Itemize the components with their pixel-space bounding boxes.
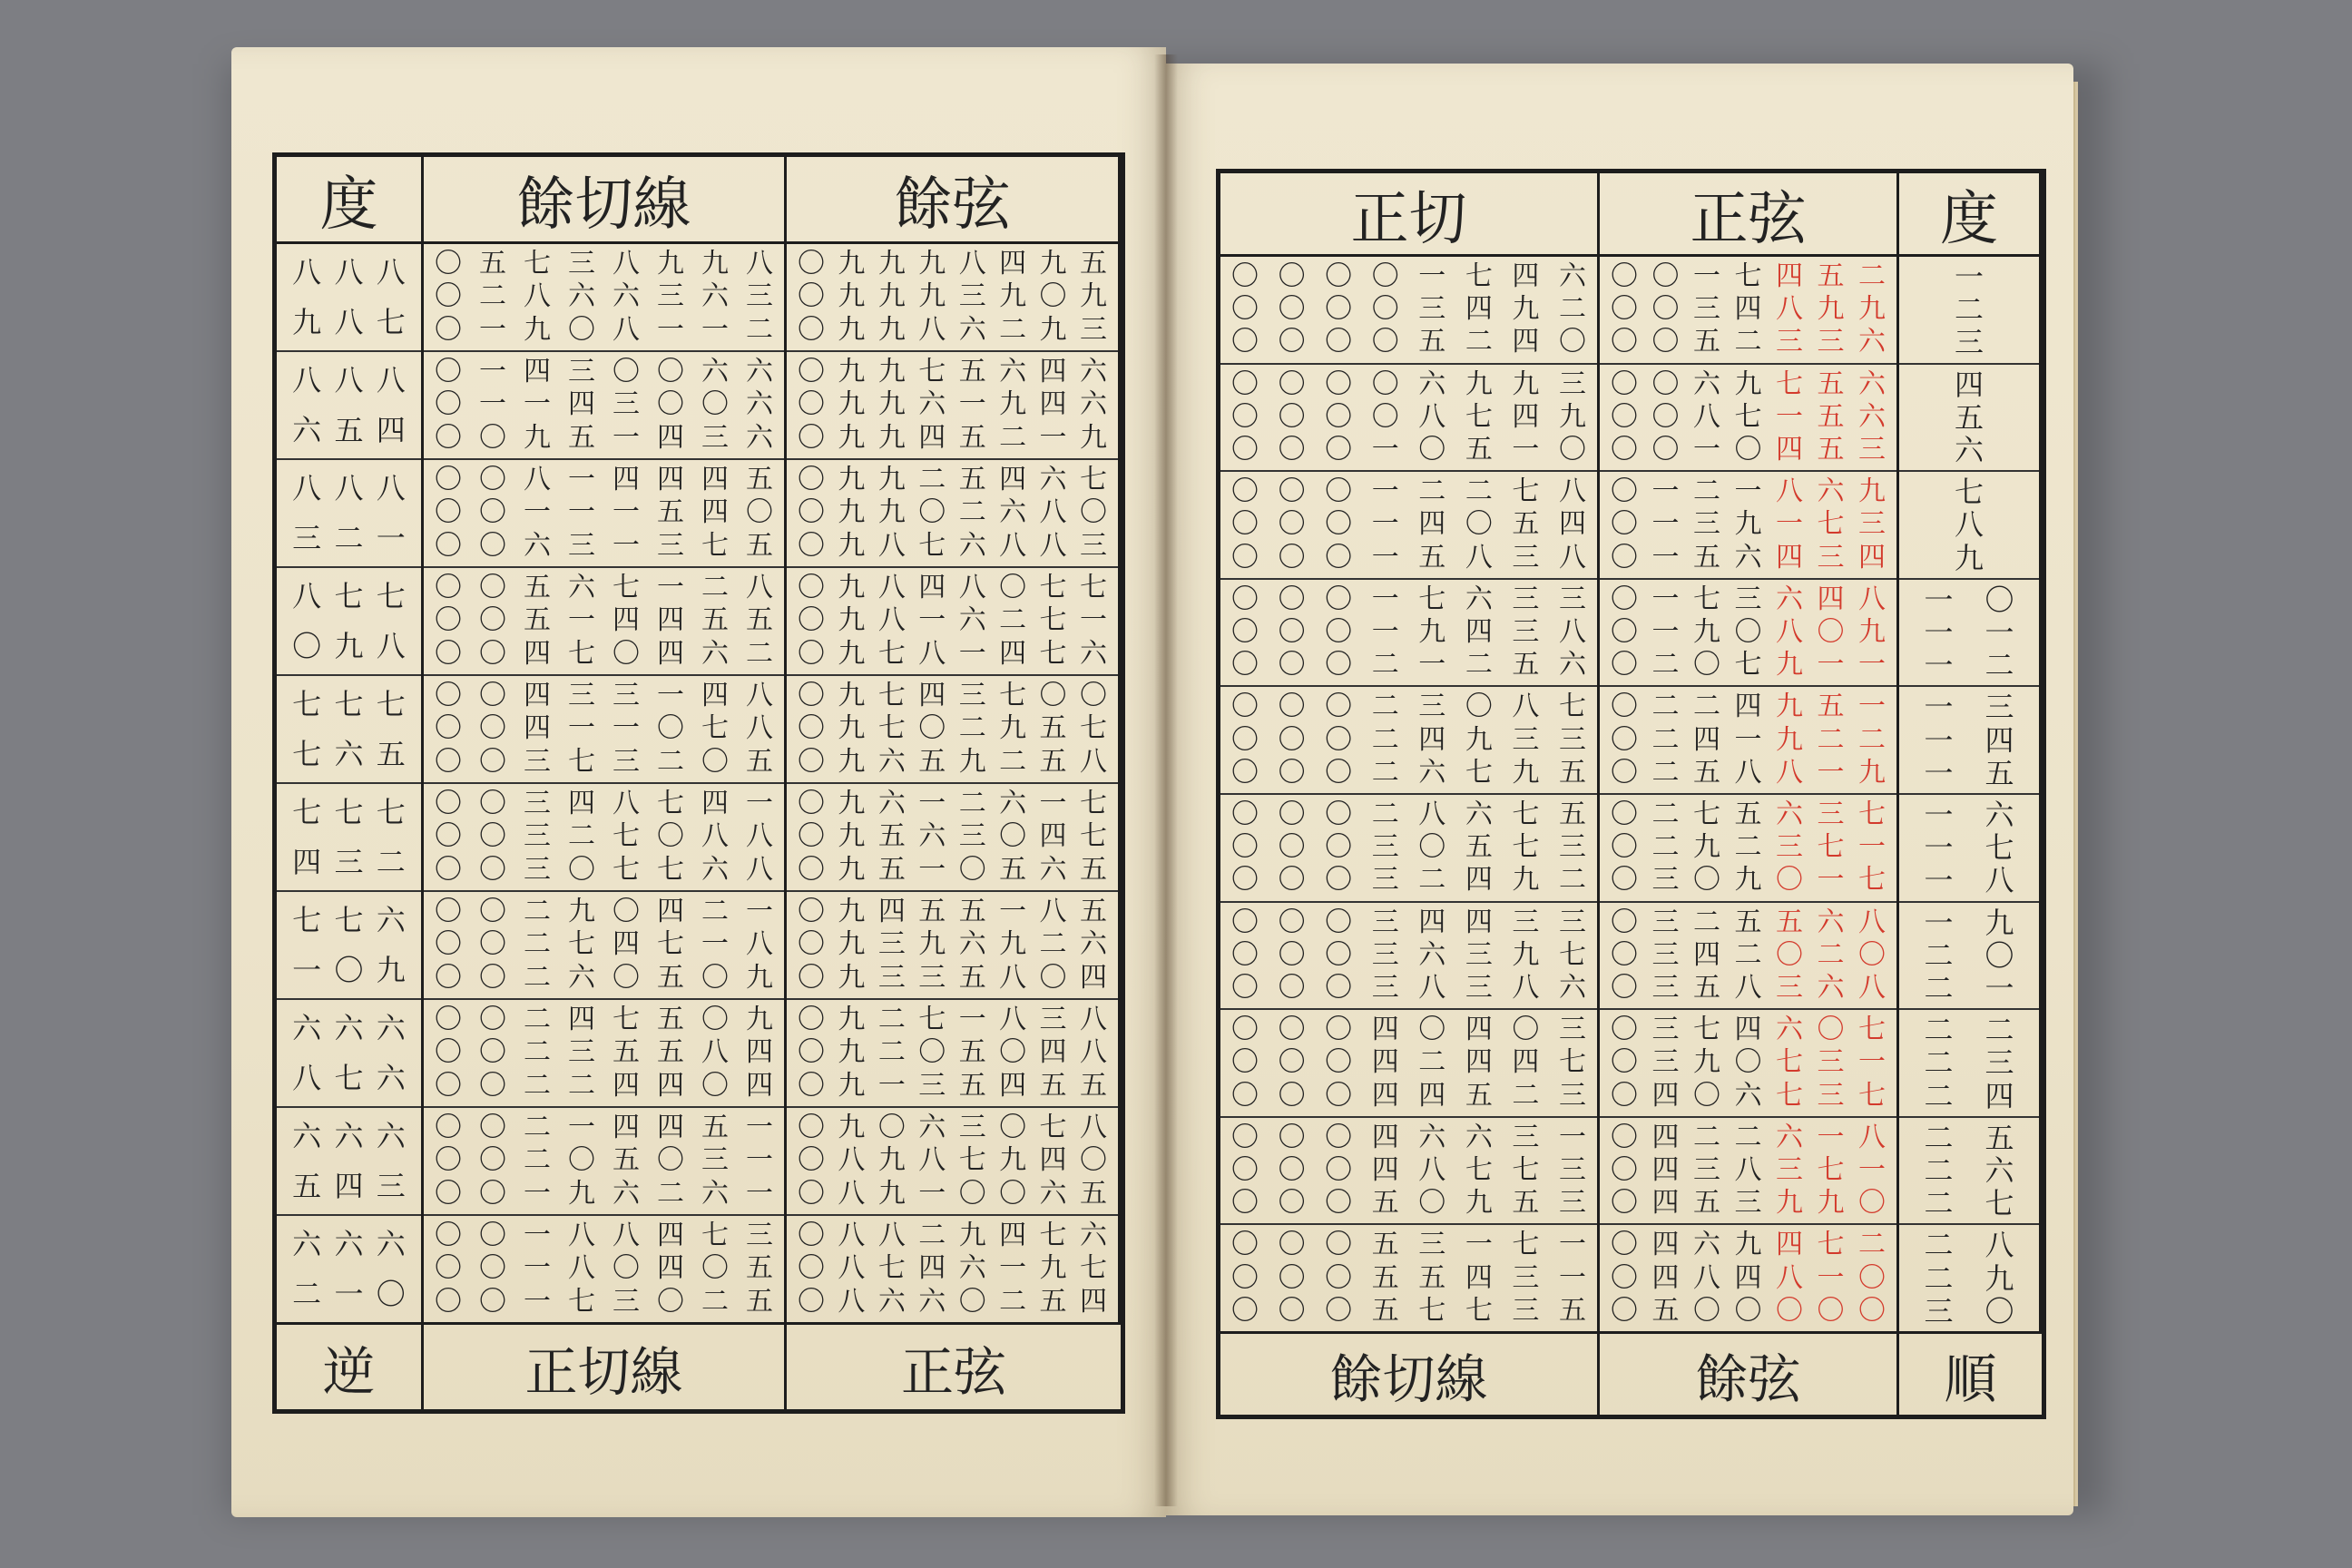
table-line: 〇 九 九 九 八 四 九 五 — [798, 248, 1107, 280]
table-line: 〇 〇 四 一 一 〇 七 八 — [435, 712, 773, 745]
table-line: 〇 二 二 四 九 五 一 — [1611, 691, 1886, 723]
table-line: 〇 〇 一 七 三 〇 二 五 — [435, 1285, 773, 1318]
table-line: 八 八 八 — [292, 471, 406, 506]
table-line: 〇 三 九 〇 七 三 一 — [1611, 1046, 1886, 1079]
table-line: 七 七 七 — [292, 795, 406, 830]
table-line: 〇 〇 〇 四 二 四 四 七 — [1231, 1046, 1586, 1079]
table-row — [277, 676, 421, 784]
table-line: 〇 四 五 三 九 九 〇 — [1611, 1187, 1886, 1220]
table-line: 〇 八 九 八 七 九 四 〇 — [798, 1144, 1107, 1177]
table-line: 〇 八 七 四 六 一 九 七 — [798, 1252, 1107, 1285]
table-line: 〇 〇 〇 四 六 六 三 一 — [1231, 1121, 1586, 1153]
table-line: 〇 〇 〇 二 四 九 三 三 — [1231, 723, 1586, 756]
table-line: 〇 〇 三 七 三 二 〇 五 — [435, 745, 773, 778]
table-line: 〇 〇 〇 四 八 七 七 三 — [1231, 1154, 1586, 1187]
table-line: 〇 九 九 〇 二 六 八 〇 — [798, 496, 1107, 529]
table-row — [424, 244, 784, 352]
table-line: 九 — [1954, 540, 1984, 575]
table-line: 〇 九 六 一 二 六 一 七 — [798, 788, 1107, 820]
table-line: 〇 九 六 五 九 二 五 八 — [798, 745, 1107, 778]
right-tangent-column — [1220, 257, 1600, 1331]
table-line: 〇 九 八 四 八 〇 七 七 — [798, 572, 1107, 604]
left-footer-reverse — [277, 1322, 424, 1409]
table-row — [424, 352, 784, 460]
table-line: 一 三 — [1924, 690, 2014, 725]
left-header-cosine — [787, 157, 1121, 244]
table-line: 〇 九 八 一 六 二 七 一 — [798, 604, 1107, 637]
table-row — [1899, 1118, 2039, 1226]
table-line: 〇 二 〇 七 九 一 一 — [1611, 649, 1886, 681]
table-row — [424, 676, 784, 784]
table-line: 〇 九 九 九 三 九 〇 九 — [798, 280, 1107, 313]
table-line: 〇 〇 三 二 七 〇 八 八 — [435, 820, 773, 853]
left-cotangent-column — [424, 244, 787, 1322]
table-line: 〇 〇 五 二 三 三 六 — [1611, 326, 1886, 358]
table-line: 一 五 — [1924, 755, 2014, 790]
table-line: 五 四 三 — [292, 1168, 406, 1203]
left-trig-table — [272, 152, 1125, 1414]
table-row — [787, 892, 1118, 1000]
table-line: 六 五 四 — [292, 412, 406, 447]
table-line: 〇 〇 一 九 六 二 六 一 — [435, 1177, 773, 1210]
table-row — [1600, 795, 1896, 903]
table-line: 〇 三 二 五 五 六 八 — [1611, 906, 1886, 938]
table-row — [1220, 795, 1597, 903]
table-line: 〇 九 五 六 三 〇 四 七 — [798, 820, 1107, 853]
table-row — [1220, 1225, 1597, 1331]
table-line: 〇 九 一 三 五 四 五 五 — [798, 1069, 1107, 1102]
table-line: 〇 〇 〇 五 三 一 七 一 — [1231, 1229, 1586, 1261]
table-row — [1600, 1010, 1896, 1118]
table-line: 〇 二 八 六 六 三 六 三 — [435, 280, 773, 313]
table-row — [1899, 580, 2039, 688]
table-row — [1899, 903, 2039, 1011]
table-line: 〇 〇 〇 二 三 〇 八 七 — [1231, 691, 1586, 723]
table-row — [424, 460, 784, 568]
table-line: 〇 〇 〇 五 七 七 三 五 — [1231, 1294, 1586, 1327]
table-line: 〇 一 五 六 四 三 四 — [1611, 541, 1886, 573]
table-line: 〇 三 七 四 六 〇 七 — [1611, 1014, 1886, 1046]
table-line: 〇 〇 〇 四 〇 四 〇 三 — [1231, 1014, 1586, 1046]
table-line: 八 八 八 — [292, 363, 406, 398]
table-line: 〇 〇 一 〇 四 五 三 — [1611, 434, 1886, 466]
table-line: 〇 九 九 八 六 二 九 三 — [798, 313, 1107, 346]
table-line: 三 二 一 — [292, 520, 406, 555]
right-footer-cotangent — [1220, 1331, 1600, 1415]
table-line: 〇 〇 二 〇 五 〇 三 一 — [435, 1144, 773, 1177]
table-line: 〇 〇 〇 二 六 七 九 五 — [1231, 756, 1586, 789]
table-line: 〇 〇 二 二 四 四 〇 四 — [435, 1069, 773, 1102]
table-line: 六 六 六 — [292, 1227, 406, 1262]
table-line: 二 三 — [1924, 1045, 2014, 1081]
table-row — [787, 244, 1118, 352]
table-row — [1220, 257, 1597, 365]
table-row — [1220, 1118, 1597, 1226]
table-line: 〇 〇 〇 四 四 五 二 三 — [1231, 1079, 1586, 1112]
table-line: 九 八 七 — [292, 304, 406, 339]
left-header-degree — [277, 157, 424, 244]
table-line: 八 八 八 — [292, 255, 406, 290]
table-row — [424, 1216, 784, 1322]
table-line: 〇 九 七 〇 二 九 五 七 — [798, 712, 1107, 745]
header-label: 正切 — [1350, 185, 1467, 253]
table-row — [424, 1000, 784, 1108]
table-row — [277, 1216, 421, 1322]
table-line: 〇 〇 三 〇 七 七 六 八 — [435, 853, 773, 886]
right-header-degree — [1899, 173, 2042, 257]
table-line: 〇 〇 〇 一 四 〇 五 四 — [1231, 508, 1586, 541]
table-line: 〇 二 四 一 九 二 二 — [1611, 723, 1886, 756]
table-line: 〇 〇 一 七 四 五 二 — [1611, 260, 1886, 293]
table-line: 〇 四 三 八 三 七 一 — [1611, 1154, 1886, 1187]
right-header-sine — [1600, 173, 1899, 257]
table-line: 〇 四 二 二 六 一 八 — [1611, 1121, 1886, 1153]
table-line: 二 一 — [1924, 971, 2014, 1006]
table-line: 一 七 — [1924, 830, 2014, 866]
table-line: 六 — [1954, 433, 1984, 468]
table-row — [1600, 365, 1896, 473]
table-line: 〇 九 五 一 〇 五 六 五 — [798, 853, 1107, 886]
table-row — [277, 460, 421, 568]
table-line: 五 — [1954, 399, 1984, 435]
table-line: 六 六 六 — [292, 1119, 406, 1154]
table-row — [1899, 365, 2039, 473]
table-line: 七 六 五 — [292, 736, 406, 771]
table-row — [787, 352, 1118, 460]
table-line: 〇 〇 五 六 七 一 二 八 — [435, 572, 773, 604]
table-row — [787, 676, 1118, 784]
table-line: 〇 四 〇 六 七 三 七 — [1611, 1079, 1886, 1112]
table-row — [424, 568, 784, 676]
table-row — [277, 1108, 421, 1216]
table-line: 〇 〇 〇 一 五 八 三 八 — [1231, 541, 1586, 573]
table-line: 〇 三 〇 九 〇 一 七 — [1611, 864, 1886, 897]
table-line: 〇 九 三 九 六 九 二 六 — [798, 928, 1107, 961]
table-row — [277, 784, 421, 892]
table-line: 〇 五 七 三 八 九 九 八 — [435, 248, 773, 280]
table-row — [1600, 1118, 1896, 1226]
table-line: 〇 〇 一 八 〇 四 〇 五 — [435, 1252, 773, 1285]
table-row — [787, 1108, 1118, 1216]
table-line: 〇 一 二 一 八 六 九 — [1611, 475, 1886, 508]
table-row — [424, 892, 784, 1000]
footer-label: 正弦 — [900, 1340, 1006, 1403]
table-line: 〇 〇 〇 二 一 二 五 六 — [1231, 649, 1586, 681]
table-line: 〇 四 六 九 四 七 二 — [1611, 1229, 1886, 1261]
table-row — [1600, 1225, 1896, 1331]
footer-label: 餘弦 — [1695, 1348, 1801, 1410]
table-line: 七 — [1954, 475, 1984, 510]
table-row — [1220, 472, 1597, 580]
table-line: 〇 〇 〇 五 五 四 三 一 — [1231, 1261, 1586, 1294]
table-line: 二 八 — [1924, 1228, 2014, 1263]
table-row — [424, 1108, 784, 1216]
table-line: 一 八 — [1924, 863, 2014, 898]
table-line: 一 六 — [1924, 798, 2014, 833]
table-line: 〇 四 八 四 八 一 〇 — [1611, 1261, 1886, 1294]
table-line: 一 二 — [1924, 648, 2014, 683]
table-line: 二 一 〇 — [292, 1276, 406, 1311]
table-line: 〇 〇 二 九 〇 四 二 一 — [435, 896, 773, 928]
table-line: 〇 〇 〇 一 二 二 七 八 — [1231, 475, 1586, 508]
table-row — [277, 352, 421, 460]
table-line: 二 七 — [1924, 1186, 2014, 1221]
table-line: 〇 〇 〇 〇 六 九 九 三 — [1231, 368, 1586, 400]
table-line: 〇 〇 六 三 一 三 七 五 — [435, 529, 773, 562]
table-line: 一 九 — [1924, 905, 2014, 940]
table-line: 〇 九 九 七 五 六 四 六 — [798, 356, 1107, 388]
table-line: 〇 〇 〇 三 四 四 三 三 — [1231, 906, 1586, 938]
table-line: 〇 一 九 〇 八 〇 九 — [1611, 616, 1886, 649]
table-line: 〇 〇 二 七 四 七 一 八 — [435, 928, 773, 961]
table-row — [1899, 472, 2039, 580]
header-label: 餘切線 — [516, 171, 691, 239]
table-line: 〇 〇 二 一 四 四 五 一 — [435, 1112, 773, 1144]
table-row — [277, 1000, 421, 1108]
table-line: 〇 一 七 三 六 四 八 — [1611, 583, 1886, 615]
table-line: 〇 〇 二 六 〇 五 〇 九 — [435, 961, 773, 994]
table-line: 〇 〇 八 七 一 五 六 — [1611, 400, 1886, 433]
footer-label: 順 — [1944, 1348, 1997, 1410]
header-label: 正弦 — [1690, 185, 1807, 253]
table-line: 三 — [1954, 325, 1984, 360]
table-line: 二 二 — [1924, 1013, 2014, 1048]
header-label: 度 — [319, 171, 378, 239]
left-footer-sine — [787, 1322, 1121, 1409]
table-row — [1600, 472, 1896, 580]
book-gutter — [1154, 54, 1178, 1506]
table-line: 〇 三 五 八 三 六 八 — [1611, 972, 1886, 1004]
table-line: 〇 〇 〇 〇 三 四 九 二 — [1231, 293, 1586, 326]
table-row — [1899, 795, 2039, 903]
table-row — [1899, 257, 2039, 365]
table-line: 二 四 — [1924, 1078, 2014, 1113]
table-line: 二 六 — [1924, 1153, 2014, 1189]
table-row — [424, 784, 784, 892]
table-line: 〇 九 二 七 一 八 三 八 — [798, 1004, 1107, 1036]
footer-label: 正切線 — [524, 1340, 683, 1403]
table-line: 〇 〇 二 三 五 五 八 四 — [435, 1036, 773, 1069]
table-row — [787, 1000, 1118, 1108]
table-line: 〇 〇 三 四 八 七 四 一 — [435, 788, 773, 820]
right-footer-forward — [1899, 1331, 2042, 1415]
right-sine-column — [1600, 257, 1899, 1331]
table-row — [787, 460, 1118, 568]
table-line: 〇 九 二 〇 五 〇 四 八 — [798, 1036, 1107, 1069]
table-line: 〇 八 九 一 〇 〇 六 五 — [798, 1177, 1107, 1210]
left-footer-tangent — [424, 1322, 787, 1409]
table-row — [1899, 687, 2039, 795]
table-line: 〇 〇 〇 一 七 六 三 三 — [1231, 583, 1586, 615]
table-line: 〇 五 〇 〇 〇 〇 〇 — [1611, 1294, 1886, 1327]
table-line: 一 〇 九 — [292, 952, 406, 987]
table-line: 一 四 — [1924, 722, 2014, 758]
table-row — [1600, 687, 1896, 795]
table-line: 〇 九 七 四 三 七 〇 〇 — [798, 680, 1107, 712]
table-line: 〇 〇 〇 三 〇 五 七 三 — [1231, 831, 1586, 864]
table-line: 〇 〇 二 四 七 五 〇 九 — [435, 1004, 773, 1036]
table-line: 一 — [1954, 260, 1984, 295]
table-row — [277, 892, 421, 1000]
table-line: 四 三 二 — [292, 844, 406, 879]
footer-label: 餘切線 — [1329, 1348, 1488, 1410]
table-line: 〇 九 〇 六 三 〇 七 八 — [798, 1112, 1107, 1144]
table-line: 〇 九 三 三 五 八 〇 四 — [798, 961, 1107, 994]
table-line: 〇 〇 〇 二 八 六 七 五 — [1231, 799, 1586, 831]
table-line: 〇 〇 八 一 四 四 四 五 — [435, 464, 773, 496]
table-line: 〇 〇 四 三 三 一 四 八 — [435, 680, 773, 712]
table-line: 二 九 — [1924, 1260, 2014, 1296]
table-line: 八 七 六 — [292, 1060, 406, 1095]
table-line: 二 五 — [1924, 1120, 2014, 1155]
table-row — [277, 568, 421, 676]
table-line: 七 七 六 — [292, 903, 406, 938]
table-row — [1220, 580, 1597, 688]
table-row — [1899, 1010, 2039, 1118]
table-row — [277, 244, 421, 352]
table-row — [1220, 365, 1597, 473]
table-line: 〇 一 九 〇 八 一 一 二 — [435, 313, 773, 346]
table-line: 〇 九 九 六 一 九 四 六 — [798, 388, 1107, 421]
left-cosine-column — [787, 244, 1121, 1322]
table-line: 〇 八 六 六 〇 二 五 四 — [798, 1285, 1107, 1318]
table-line: 〇 九 四 五 五 一 八 五 — [798, 896, 1107, 928]
table-line: 〇 〇 〇 一 九 四 三 八 — [1231, 616, 1586, 649]
table-row — [1600, 580, 1896, 688]
table-line: 〇 〇 〇 〇 五 二 四 〇 — [1231, 326, 1586, 358]
table-line: 〇 一 一 四 三 〇 〇 六 — [435, 388, 773, 421]
table-line: 〇 〇 六 九 七 五 六 — [1611, 368, 1886, 400]
table-line: 四 — [1954, 367, 1984, 402]
header-label: 度 — [1940, 185, 1998, 253]
left-degree-column — [277, 244, 424, 1322]
table-line: 一 〇 — [1924, 582, 2014, 617]
table-line: 〇 〇 四 七 〇 四 六 二 — [435, 637, 773, 670]
table-line: 〇 〇 九 五 一 四 三 六 — [435, 421, 773, 454]
table-row — [1220, 903, 1597, 1011]
table-line: 〇 二 五 八 八 一 九 — [1611, 756, 1886, 789]
table-line: 〇 一 三 九 一 七 三 — [1611, 508, 1886, 541]
table-row — [787, 1216, 1118, 1322]
table-line: 〇 〇 〇 〇 一 七 四 六 — [1231, 260, 1586, 293]
table-line: 八 七 七 — [292, 579, 406, 614]
table-row — [1600, 257, 1896, 365]
right-trig-table — [1216, 169, 2046, 1419]
left-header-cotangent — [424, 157, 787, 244]
table-line: 〇 〇 一 八 八 四 七 三 — [435, 1220, 773, 1252]
table-line: 一 一 — [1924, 615, 2014, 651]
table-line: 〇 〇 〇 三 六 三 九 七 — [1231, 938, 1586, 971]
table-line: 〇 九 八 七 六 八 八 三 — [798, 529, 1107, 562]
table-line: 〇 〇 一 一 一 五 四 〇 — [435, 496, 773, 529]
table-line: 二 — [1954, 292, 1984, 328]
table-line: 七 七 七 — [292, 687, 406, 722]
table-line: 三 〇 — [1924, 1293, 2014, 1328]
table-line: 〇 九 八 — [292, 628, 406, 663]
table-line: 二 〇 — [1924, 937, 2014, 973]
table-line: 〇 〇 〇 〇 八 七 四 九 — [1231, 400, 1586, 433]
table-line: 〇 二 七 五 六 三 七 — [1611, 799, 1886, 831]
table-line: 〇 二 九 二 三 七 一 — [1611, 831, 1886, 864]
right-footer-cosine — [1600, 1331, 1899, 1415]
table-line: 〇 三 四 二 〇 二 〇 — [1611, 938, 1886, 971]
right-header-tangent — [1220, 173, 1600, 257]
table-line: 〇 〇 五 一 四 四 五 五 — [435, 604, 773, 637]
table-row — [1220, 1010, 1597, 1118]
header-label: 餘弦 — [894, 171, 1011, 239]
table-line: 〇 〇 〇 三 二 四 九 二 — [1231, 864, 1586, 897]
table-line: 〇 〇 〇 一 〇 五 一 〇 — [1231, 434, 1586, 466]
right-degree-column — [1899, 257, 2042, 1331]
table-line: 〇 九 九 四 五 二 一 九 — [798, 421, 1107, 454]
table-line: 〇 九 九 二 五 四 六 七 — [798, 464, 1107, 496]
table-line: 〇 〇 〇 五 〇 九 五 三 — [1231, 1187, 1586, 1220]
table-line: 八 — [1954, 507, 1984, 543]
table-row — [1600, 903, 1896, 1011]
table-row — [1899, 1225, 2039, 1331]
table-row — [1220, 687, 1597, 795]
table-row — [787, 568, 1118, 676]
table-line: 〇 一 四 三 〇 〇 六 六 — [435, 356, 773, 388]
table-line: 〇 〇 〇 三 八 三 八 六 — [1231, 972, 1586, 1004]
table-line: 〇 八 八 二 九 四 七 六 — [798, 1220, 1107, 1252]
table-line: 〇 〇 三 四 八 九 九 — [1611, 293, 1886, 326]
table-line: 〇 九 七 八 一 四 七 六 — [798, 637, 1107, 670]
table-row — [787, 784, 1118, 892]
table-line: 六 六 六 — [292, 1011, 406, 1046]
footer-label: 逆 — [322, 1340, 376, 1403]
